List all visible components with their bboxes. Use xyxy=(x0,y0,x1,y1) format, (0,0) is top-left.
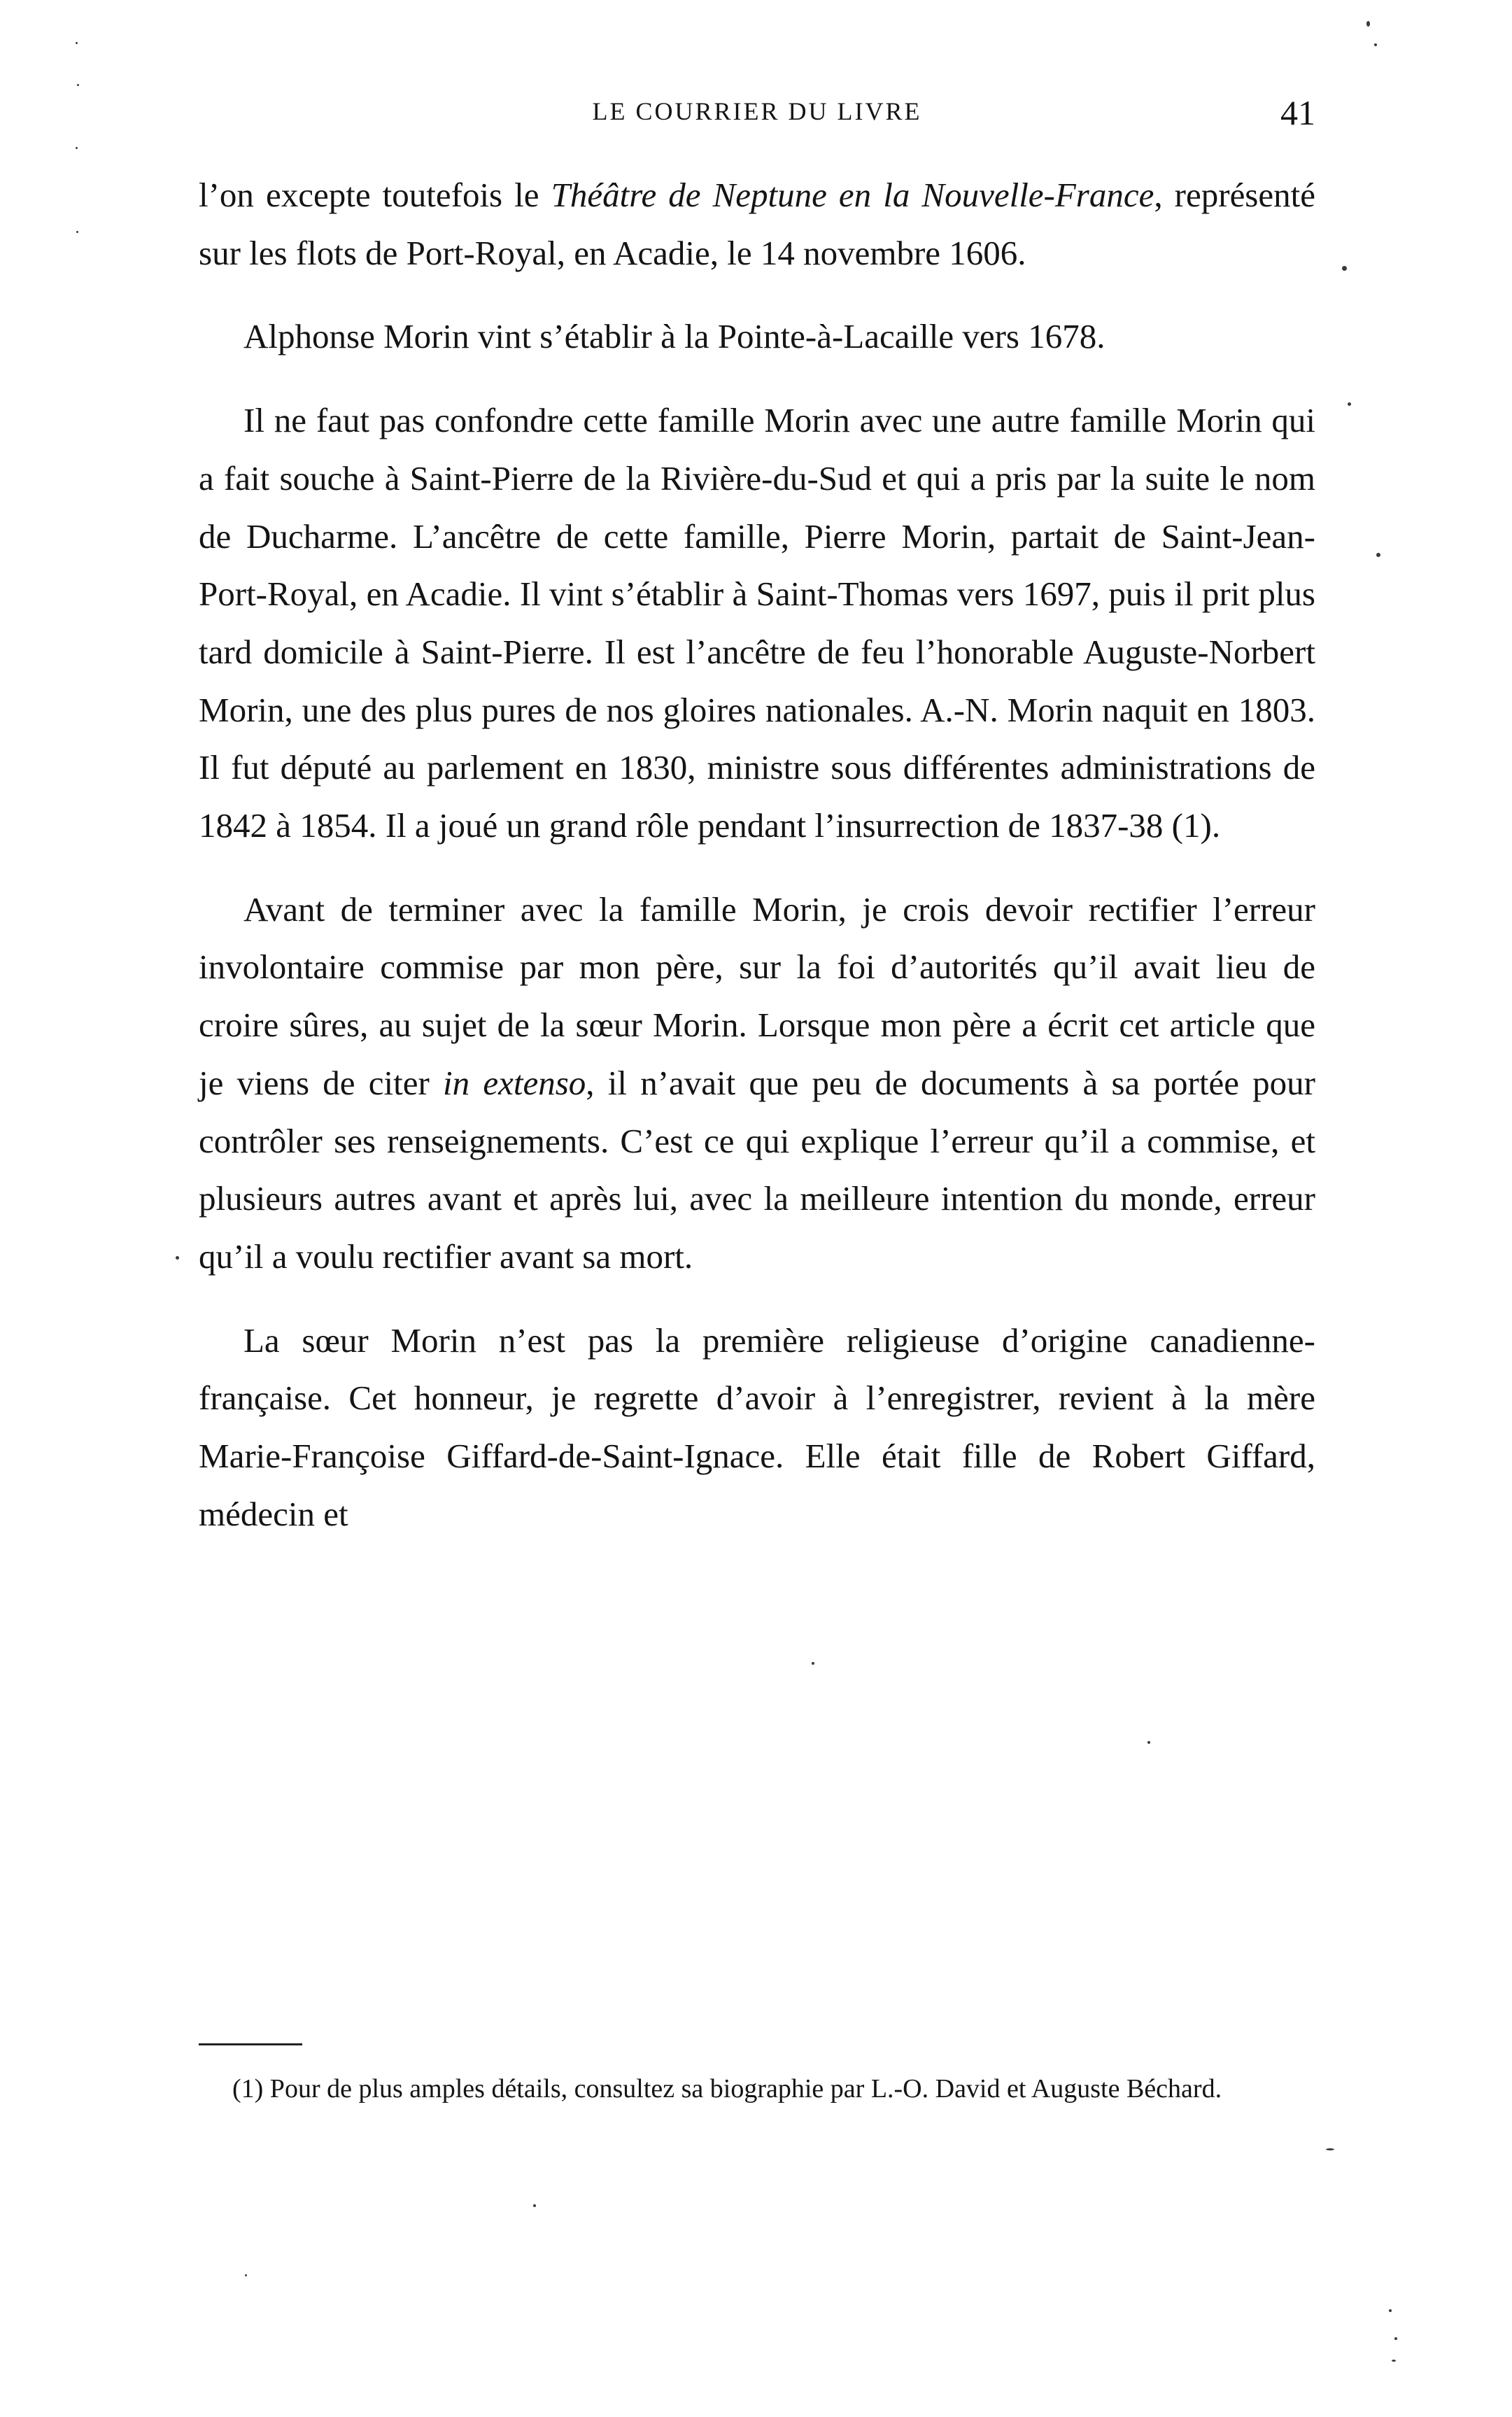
text-run: l’on excepte toutefois le xyxy=(199,176,551,214)
scan-speck xyxy=(812,1662,814,1665)
scan-speck xyxy=(1374,43,1377,46)
scan-speck xyxy=(1376,553,1380,557)
scan-speck xyxy=(176,1256,179,1260)
text-run: Avant de terminer avec la famille Morin, je crois devoir rectifier l’erreur involontaire commise par mon père, sur la foi d’autorités qu’il avait lieu de croire sûres, au sujet de la sœur Morin. Lorsque mon père a écrit cet article que je viens de citer xyxy=(199,889,1315,1102)
paragraph xyxy=(199,167,1315,282)
scan-speck xyxy=(245,2274,247,2276)
running-title: LE COURRIER DU LIVRE xyxy=(592,97,922,125)
scan-speck xyxy=(76,147,78,149)
scan-speck xyxy=(1394,2337,1397,2340)
text-run: Il ne faut pas confondre cette famille Morin avec une autre famille Morin qui a fait souche à Saint-Pierre de la Rivière-du-Sud et qui a pris par la suite le nom de Ducharme. L’ancêtre de cette famille, Pierre Morin, partait de Saint-Jean-Port-Royal, en Acadie. Il vint s’établir à Saint-Thomas vers 1697, puis il prit plus tard domicile à Saint-Pierre. Il est l’ancêtre de feu l’honorable Auguste-Norbert Morin, une des plus pures de nos gloires nationales. A.-N. Morin naquit en 1803. Il fut député au parlement en 1830, ministre sous différentes administrations de 1842 à 1854. Il a joué un grand rôle pendant l’insurrection de 1837-38 (1). xyxy=(199,401,1315,845)
italic-phrase: in extenso xyxy=(443,1063,586,1102)
paragraph xyxy=(199,1312,1315,1544)
scan-speck xyxy=(1392,2360,1396,2362)
scan-speck xyxy=(1389,2309,1392,2312)
page-number: 41 xyxy=(1280,93,1315,132)
text-run: La sœur Morin n’est pas la première religieuse d’origine canadienne-française. Cet honneur, je regrette d’avoir à l’enregistrer, revient à la mère Marie-Françoise Giffard-de-Saint-Ignace. Elle était fille de Robert Giffard, médecin et xyxy=(199,1320,1315,1533)
scan-speck xyxy=(1366,21,1370,27)
body-text xyxy=(199,167,1315,1543)
paragraph xyxy=(199,308,1315,366)
text-run: , représenté sur les flots de Port-Royal, en Acadie, le 14 novembre 1606. xyxy=(199,176,1315,272)
scan-speck xyxy=(1147,1741,1150,1744)
running-head xyxy=(199,93,1315,139)
footnote-rule xyxy=(199,2043,302,2045)
footnote: (1) Pour de plus amples détails, consultez sa biographie par L.-O. David et Auguste Béchard. xyxy=(232,2074,1222,2104)
scan-speck xyxy=(1348,402,1351,406)
scan-speck xyxy=(77,84,79,86)
scan-speck xyxy=(76,231,78,233)
scan-speck xyxy=(1342,266,1347,271)
text-run: Alphonse Morin vint s’établir à la Pointe-à-Lacaille vers 1678. xyxy=(243,317,1105,356)
paragraph xyxy=(199,881,1315,1286)
scan-speck xyxy=(1326,2148,1334,2150)
paragraph xyxy=(199,392,1315,855)
scan-speck xyxy=(533,2204,536,2207)
italic-title: Théâtre de Neptune en la Nouvelle-France xyxy=(551,176,1154,214)
scan-speck xyxy=(76,42,78,44)
text-run: , il n’avait que peu de documents à sa portée pour contrôler ses renseignements. C’est ce qui explique l’erreur qu’il a commise, et plusieurs autres avant et après lui, avec la meilleure intention du monde, erreur qu’il a voulu rectifier avant sa mort. xyxy=(199,1063,1315,1276)
